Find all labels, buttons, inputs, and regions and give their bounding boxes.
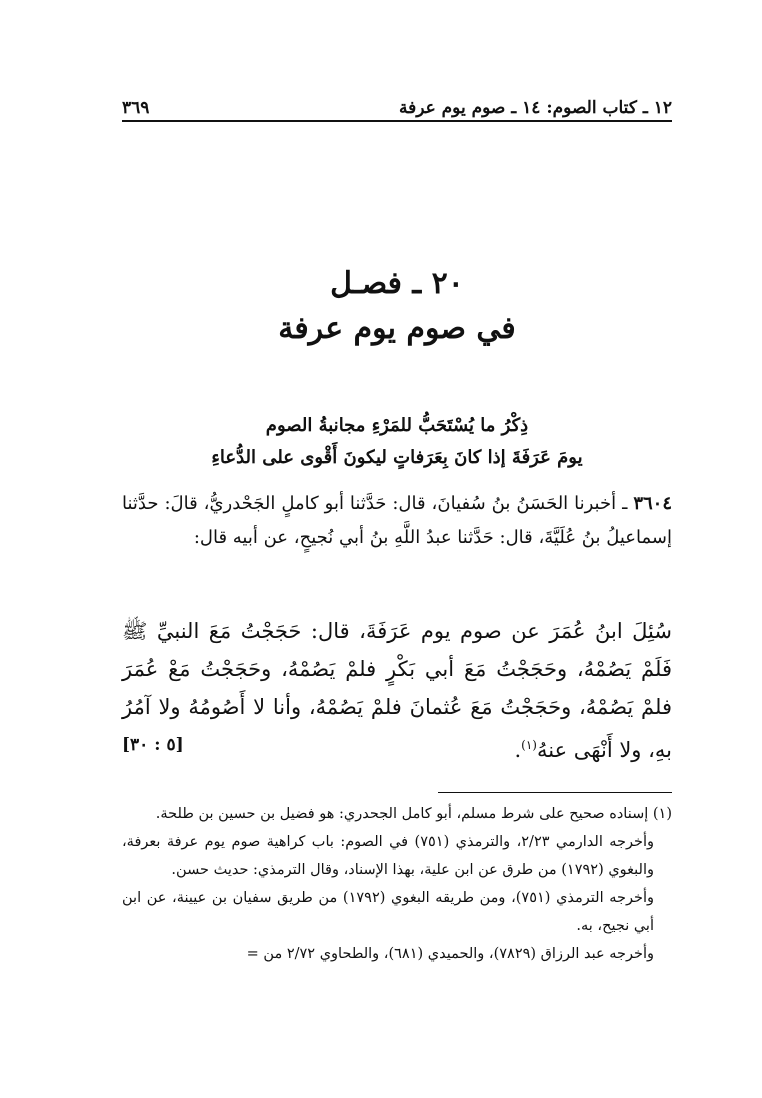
header-rule <box>122 120 672 122</box>
matn-text: سُئِلَ ابنُ عُمَرَ عن صوم يوم عَرَفَةَ، قال: حَجَجْتُ مَعَ النبيِّ ﷺ فَلَمْ يَصُمْهُ، وحَجَجْتُ مَعَ أبي بَكْرٍ فلمْ يَصُمْهُ، وحَجَجْتُ مَعْ عُمَرَ فلمْ يَصُمْهُ، وحَجَجْتُ مَعَ عُثمانَ فلمْ يَصُمْهُ، وأنا لا أَصُومُهُ ولا آمُرُ بهِ، ولا أَنْهَى عنهُ <box>122 619 672 762</box>
hadith-number: ٣٦٠٤ <box>633 493 672 514</box>
running-header <box>122 90 672 118</box>
chapter-title <box>122 262 672 352</box>
footnote-paragraph-4: وأخرجه عبد الرزاق (٧٨٢٩)، والحميدي (٦٨١)، والطحاوي ٢/٧٢ من = <box>246 946 654 962</box>
hadith-matn: سُئِلَ ابنُ عُمَرَ عن صوم يوم عَرَفَةَ، قال: حَجَجْتُ مَعَ النبيِّ ﷺ فَلَمْ يَصُمْهُ، وحَجَجْتُ مَعَ أبي بَكْرٍ فلمْ يَصُمْهُ، وحَجَجْتُ مَعْ عُمَرَ فلمْ يَصُمْهُ، وحَجَجْتُ مَعَ عُثمانَ فلمْ يَصُمْهُ، وأنا لا أَصُومُهُ ولا آمُرُ بهِ، ولا أَنْهَى عنهُ$^{(١)}$. [٥ : ٣٠] <box>122 619 672 762</box>
footnote-rule <box>438 792 672 793</box>
subheading-line-2: يومَ عَرَفَةَ إذا كانَ بِعَرَفاتٍ ليكونَ أَقْوى على الدُّعاءِ <box>211 447 583 468</box>
subheading-line-1: ذِكْرُ ما يُسْتَحَبُّ للمَرْءِ مجانبةُ الصوم <box>265 415 529 436</box>
footnote-paragraph-2: وأخرجه الدارمي ٢/٢٣، والترمذي (٧٥١) في الصوم: باب كراهية صوم يوم عرفة بعرفة، والبغوي (١٧٩٢) من طرق عن ابن علية، بهذا الإسناد، وقال الترمذي: حديث حسن. <box>122 834 654 878</box>
hadith-isnad <box>122 487 672 555</box>
footnote-1: (١) إسناده صحيح على شرط مسلم، أبو كامل الجحدري: هو فضيل بن حسين بن طلحة. <box>155 806 672 822</box>
isnad-text: ـ أخبرنا الحَسَنُ بنُ سُفيانَ، قال: حَدَّثنا أبو كاملٍ الجَحْدريُّ، قالَ: حدَّثنا إسماعيلُ بنُ عُلَيَّةَ، قال: حَدَّثنا عبدُ اللَّهِ بنُ أبي نُجيحٍ، عن أبيه قال: <box>122 493 672 548</box>
chapter-subject: في صوم يوم عرفة <box>278 311 516 346</box>
hadith-reference: [٥ : ٣٠] <box>122 735 184 755</box>
running-title: ١٢ ـ كتاب الصوم: ١٤ ـ صوم يوم عرفة <box>398 98 672 118</box>
section-subheading <box>122 410 672 474</box>
chapter-heading: ٢٠ ـ فصـل <box>330 266 464 301</box>
footnote-marker: (١) <box>521 738 537 752</box>
footnote-paragraph-3: وأخرجه الترمذي (٧٥١)، ومن طريقه البغوي (١٧٩٢) من طريق سفيان بن عيينة، عن ابن أبي نجيح، به. <box>122 890 654 934</box>
footnotes <box>122 800 672 968</box>
page-number: ٣٦٩ <box>122 98 150 118</box>
